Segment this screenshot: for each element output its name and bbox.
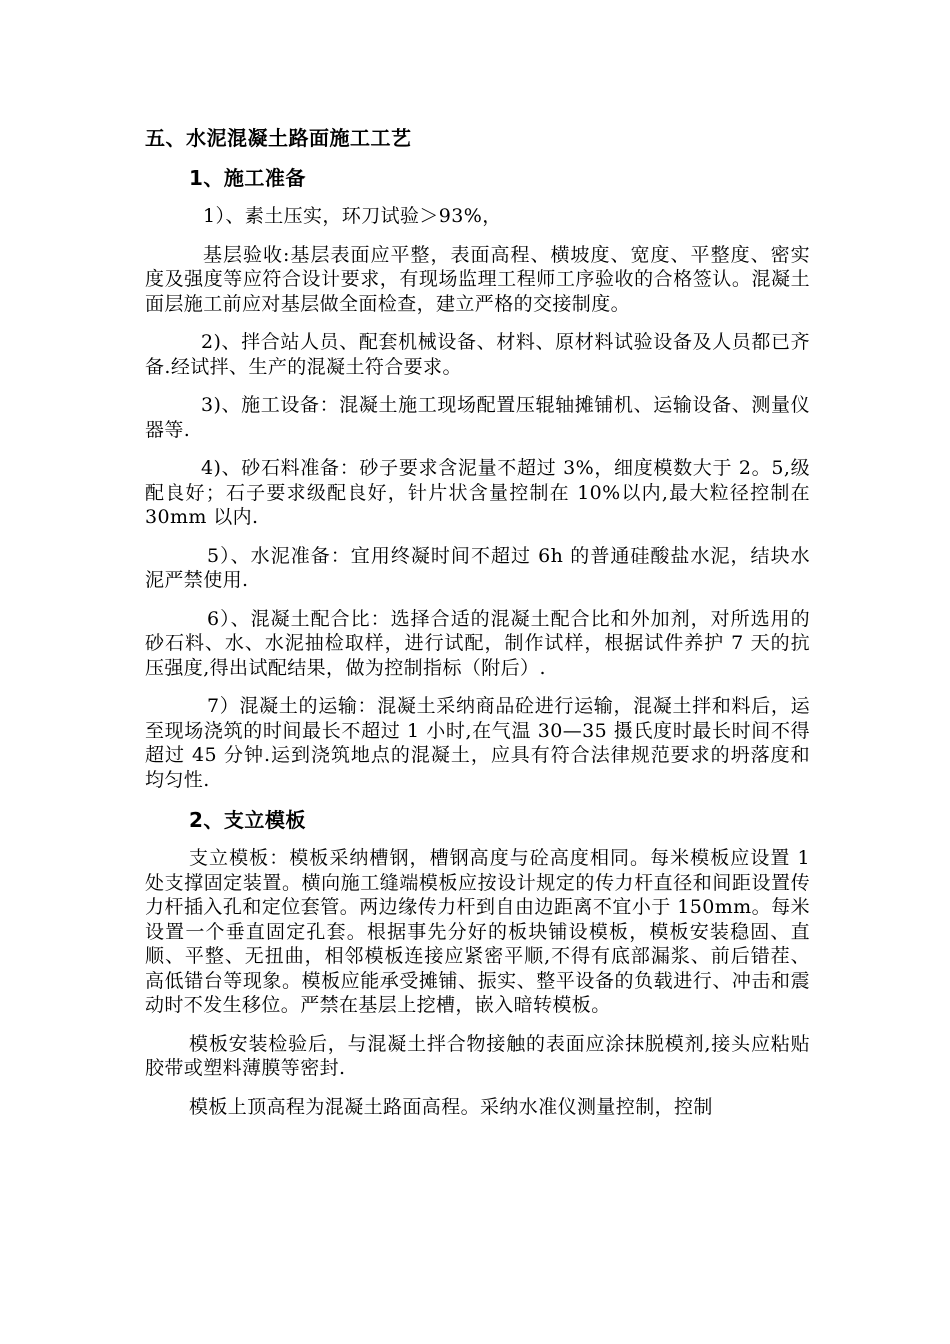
paragraph-formwork: 支立模板：模板采纳槽钢，槽钢高度与砼高度相同。每米模板应设置 1 处支撑固定装置。横向施工缝端模板应按设计规定的传力杆直径和间距设置传力杆插入孔和定位套管。两边缘传力杆到自由边距离不宜小于 150mm。每米设置一个垂直固定孔套。根据事先分好的板块铺设模板，模板安装稳固、直顺、平整、无扭曲，相邻模板连接应紧密平顺,不得有底部漏浆、前后错茬、高低错台等现象。模板应能承受摊铺、振实、整平设备的负载进行、冲击和震动时不发生移位。严禁在基层上挖槽，嵌入暗转模板。: [145, 847, 810, 1016]
paragraph-mix-ratio: 6）、混凝土配合比：选择合适的混凝土配合比和外加剂，对所选用的砂石料、水、水泥抽检取样，进行试配，制作试样，根据试件养护 7 天的抗压强度,得出试配结果，做为控制指标（附后）.: [145, 607, 810, 679]
paragraph-formwork-inspection: 模板安装检验后，与混凝土拌合物接触的表面应涂抹脱模剂,接头应粘贴胶带或塑料薄膜等密封.: [145, 1032, 810, 1079]
paragraph-formwork-elevation: 模板上顶高程为混凝土路面高程。采纳水准仪测量控制，控制: [189, 1095, 713, 1118]
paragraph-mixing-station: 2)、拌合站人员、配套机械设备、材料、原材料试验设备及人员都已齐备.经试拌、生产的混凝土符合要求。: [145, 331, 810, 378]
paragraph-transport: 7）混凝土的运输：混凝土采纳商品砼进行运输，混凝土拌和料后，运至现场浇筑的时间最长不超过 1 小时,在气温 30—35 摄氏度时最长时间不得超过 45 分钟.运到浇筑地点的混凝土，应具有符合法律规范要求的坍落度和均匀性.: [145, 695, 810, 791]
paragraph-cement: 5）、水泥准备：宜用终凝时间不超过 6h 的普通硅酸盐水泥，结块水泥严禁使用.: [145, 544, 810, 591]
subsection-title-preparation: 1、施工准备: [189, 166, 306, 190]
paragraph-equipment: 3)、施工设备：混凝土施工现场配置压辊轴摊铺机、运输设备、测量仪器等.: [145, 394, 810, 441]
paragraph-soil-compaction: 1）、素土压实，环刀试验＞93%，: [203, 205, 502, 227]
paragraph-aggregate: 4)、砂石料准备：砂子要求含泥量不超过 3%，细度模数大于 2。5,级配良好；石子要求级配良好，针片状含量控制在 10%以内,最大粒径控制在 30mm 以内.: [145, 457, 810, 528]
subsection-title-formwork: 2、支立模板: [189, 808, 306, 832]
paragraph-base-acceptance: 基层验收:基层表面应平整，表面高程、横坡度、宽度、平整度、密实度及强度等应符合设计要求，有现场监理工程师工序验收的合格签认。混凝土面层施工前应对基层做全面检查，建立严格的交接制度。: [145, 243, 810, 315]
section-title: 五、水泥混凝土路面施工工艺: [145, 126, 412, 150]
document-body: [145, 124, 810, 1133]
